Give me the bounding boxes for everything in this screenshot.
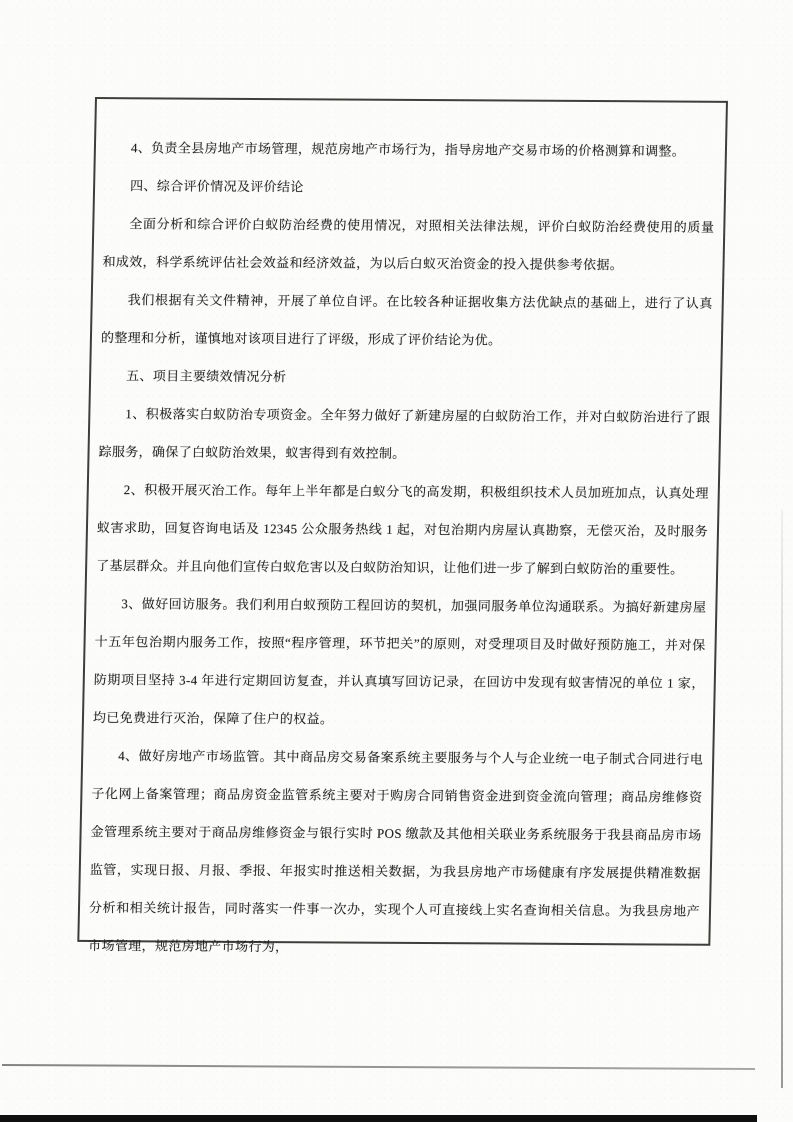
para-point3-follow-up-visits: 3、做好回访服务。我们利用白蚁预防工程回访的契机，加强同服务单位沟通联系。为搞好新建房屋十五年包治期内服务工作，按照“程序管理，环节把关”的原则，对受理项目及时做好预防施工，并对保防期项目坚持 3-4 年进行定期回访复查，并认真填写回访记录，在回访中发现有蚁害情况的单位 1 家，均已免费进行灭治，保障了住户的权益。 <box>92 596 707 727</box>
para-point2-extermination-work: 2、积极开展灭治工作。每年上半年都是白蚁分飞的高发期，积极组织技术人员加班加点，认真处理蚁害求助，回复咨询电话及 12345 公众服务热线 1 起，对包治期内房屋认真勘察，无偿灭治，及时服务了基层群众。并且向他们宣传白蚁危害以及白蚁防治知识，让他们进一步了解到白蚁防治的重要性。 <box>96 482 709 577</box>
document-content-box <box>77 97 728 955</box>
heading-section5-performance: 五、项目主要绩效情况分析 <box>126 368 287 385</box>
para-self-evaluation: 我们根据有关文件精神，开展了单位自评。在比较各种证据收集方法优缺点的基础上，进行了认真的整理和分析，谨慎地对该项目进行了评级，形成了评价结论为优。 <box>100 292 713 348</box>
table-row-divider-line <box>2 1064 755 1070</box>
para-point4-market-supervision: 4、做好房地产市场监管。其中商品房交易备案系统主要服务与个人与企业统一电子制式合同进行电子化网上备案管理；商品房资金监管系统主要对于购房合同销售资金进到资金流向管理；商品房维修资金管理系统主要对于商品房维修资金与银行实时 POS 缴款及其他相关联业务系统服务于我县商品房市场监管，实现日报、月报、季报、年报实时推送相关数据，为我县房地产市场健康有序发展提供精准数据分析和相关统计报告，同时落实一件事一次办，实现个人可直接线上实名查询相关信息。为我县房地产市场管理，规范房地产市场行为， <box>88 748 704 955</box>
scan-right-edge-line <box>781 510 783 1088</box>
scan-bottom-black-bar <box>0 1115 757 1122</box>
para-comprehensive-analysis: 全面分析和综合评价白蚁防治经费的使用情况，对照相关法律法规，评价白蚁防治经费使用的质量和成效，科学系统评估社会效益和经济效益，为以后白蚁灭治资金的投入提供参考依据。 <box>102 216 715 273</box>
heading-section4-evaluation: 四、综合评价情况及评价结论 <box>129 178 304 195</box>
para-point1-special-funds: 1、积极落实白蚁防治专项资金。全年努力做好了新建房屋的白蚁防治工作，并对白蚁防治进行了跟踪服务，确保了白蚁防治效果，蚁害得到有效控制。 <box>98 406 711 461</box>
para-item4-market-management: 4、负责全县房地产市场管理，规范房地产市场行为，指导房地产交易市场的价格测算和调整。 <box>130 140 686 159</box>
